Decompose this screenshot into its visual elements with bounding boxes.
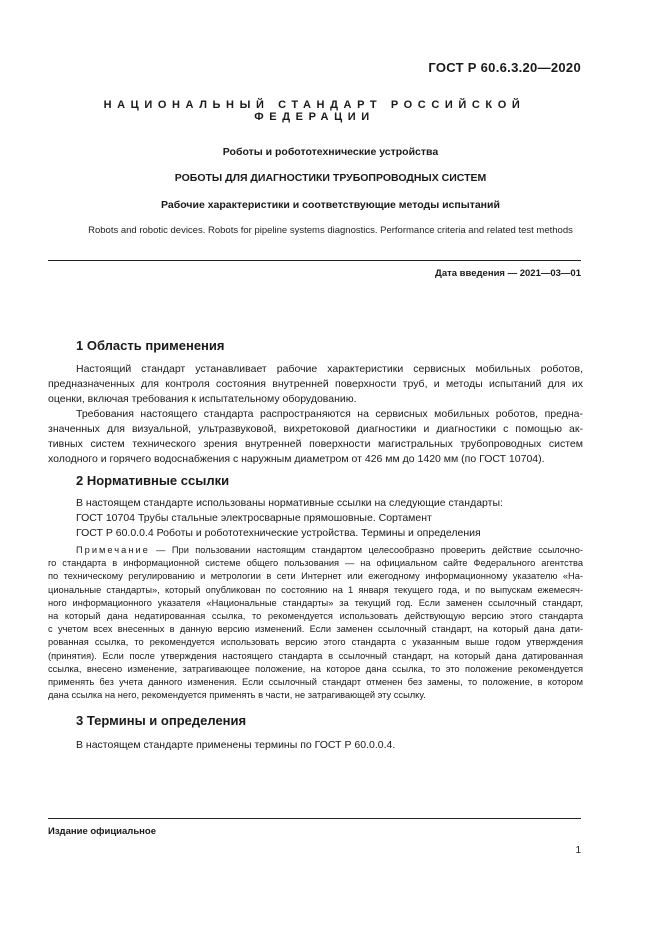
text-line: В настоящем стандарте использованы нормативные ссылки на следующие стандарты: bbox=[76, 497, 503, 509]
note-line: дана ссылка на него, рекомендуется применять в части, не затрагивающей эту ссылку. bbox=[48, 690, 426, 701]
national-standard-heading: НАЦИОНАЛЬНЫЙ СТАНДАРТ РОССИЙСКОЙ ФЕДЕРАЦИИ bbox=[103, 99, 526, 123]
text-line: Настоящий стандарт устанавливает рабочие характеристики сервисных мобильных роботов, bbox=[76, 363, 583, 375]
section-2-heading: 2 Нормативные ссылки bbox=[76, 473, 230, 488]
note-line: на который дана недатированная ссылка, то рекомендуется использовать действующую версию этого стандарта bbox=[48, 610, 583, 621]
note-line: с учетом всех внесенных в данную версию изменений. Если заменен ссылочный стандарт, на который дана дати- bbox=[48, 624, 583, 635]
text-line: тивных систем технического зрения внутренней поверхности магистральных трубопроводных систем bbox=[48, 438, 583, 450]
edition-label: Издание официальное bbox=[48, 826, 156, 837]
footer-divider bbox=[48, 818, 581, 819]
note-first-line bbox=[48, 544, 583, 557]
section-1-paragraph-1 bbox=[48, 362, 583, 407]
section-2-note bbox=[48, 544, 583, 702]
reference-gost-r-60-0-0-4: ГОСТ Р 60.0.0.4 Роботы и робототехнические устройства. Термины и определения bbox=[76, 527, 481, 539]
title-main: РОБОТЫ ДЛЯ ДИАГНОСТИКИ ТРУБОПРОВОДНЫХ СИСТЕМ bbox=[174, 172, 487, 184]
note-line: рованная ссылка, то рекомендуется использовать версию этого стандарта с указанным выше годом утверждения bbox=[48, 637, 583, 648]
reference-gost-10704: ГОСТ 10704 Трубы стальные электросварные прямошовные. Сортамент bbox=[76, 512, 432, 524]
note-label: Примечание bbox=[76, 545, 150, 555]
title-english: Robots and robotic devices. Robots for pipeline systems diagnostics. Performance criteria and related test methods bbox=[88, 225, 573, 236]
text-line: оценки, включая требования к испытательному оборудованию. bbox=[48, 393, 357, 405]
section-3-paragraph bbox=[48, 738, 583, 753]
note-line: ного информационного указателя «Национальные стандарты» за текущий год. Если заменен ссылочный стандарт, bbox=[48, 597, 583, 608]
text-line: В настоящем стандарте применены термины по ГОСТ Р 60.0.0.4. bbox=[76, 739, 396, 751]
note-line: го стандарта в информационной системе общего пользования — на официальном сайте Федерального агентства bbox=[48, 558, 583, 569]
text-line: Требования настоящего стандарта распространяются на сервисных мобильных роботов, предна- bbox=[76, 408, 583, 420]
section-1-heading: 1 Область применения bbox=[76, 338, 225, 353]
note-text: — При пользовании настоящим стандартом целесообразно проверить действие ссылочно- bbox=[149, 545, 583, 555]
note-line: (принятия). Если после утверждения настоящего стандарта в ссылочный стандарт, на который дана датированная bbox=[48, 650, 583, 661]
document-code: ГОСТ Р 60.6.3.20—2020 bbox=[428, 60, 581, 75]
text-line: холодного и горячего водоснабжения с наружным диаметром от 426 мм до 1420 мм (по ГОСТ 10704). bbox=[48, 453, 545, 465]
header-divider bbox=[48, 260, 581, 261]
section-1-paragraph-2 bbox=[48, 407, 583, 467]
note-line: применять без учета данного изменения. Если ссылочный стандарт отменен без замены, то положение, в котором bbox=[48, 676, 583, 687]
note-line: ссылка, внесено изменение, затрагивающее положение, на которое дана ссылка, то это положение рекомендуется bbox=[48, 663, 583, 674]
section-2-references bbox=[48, 496, 583, 541]
section-3-heading: 3 Термины и определения bbox=[76, 713, 247, 728]
page-number: 1 bbox=[575, 845, 581, 856]
text-line: значенных для визуальной, ультразвуковой, вихретоковой диагностики и диагностики с помощью ак- bbox=[48, 423, 583, 435]
note-line: по техническому регулированию и метрологии в сети Интернет или ежегодному информационному указателю «На- bbox=[48, 571, 583, 582]
introduction-date: Дата введения — 2021—03—01 bbox=[435, 268, 581, 279]
text-line: предназначенных для контроля состояния внутренней поверхности труб, и методы испытаний для их bbox=[48, 378, 583, 390]
title-subtitle: Рабочие характеристики и соответствующие методы испытаний bbox=[161, 199, 500, 211]
title-category: Роботы и робототехнические устройства bbox=[222, 146, 439, 158]
note-line: циональные стандарты», который опубликован по состоянию на 1 января текущего года, и по выпускам ежемесяч- bbox=[48, 584, 583, 595]
